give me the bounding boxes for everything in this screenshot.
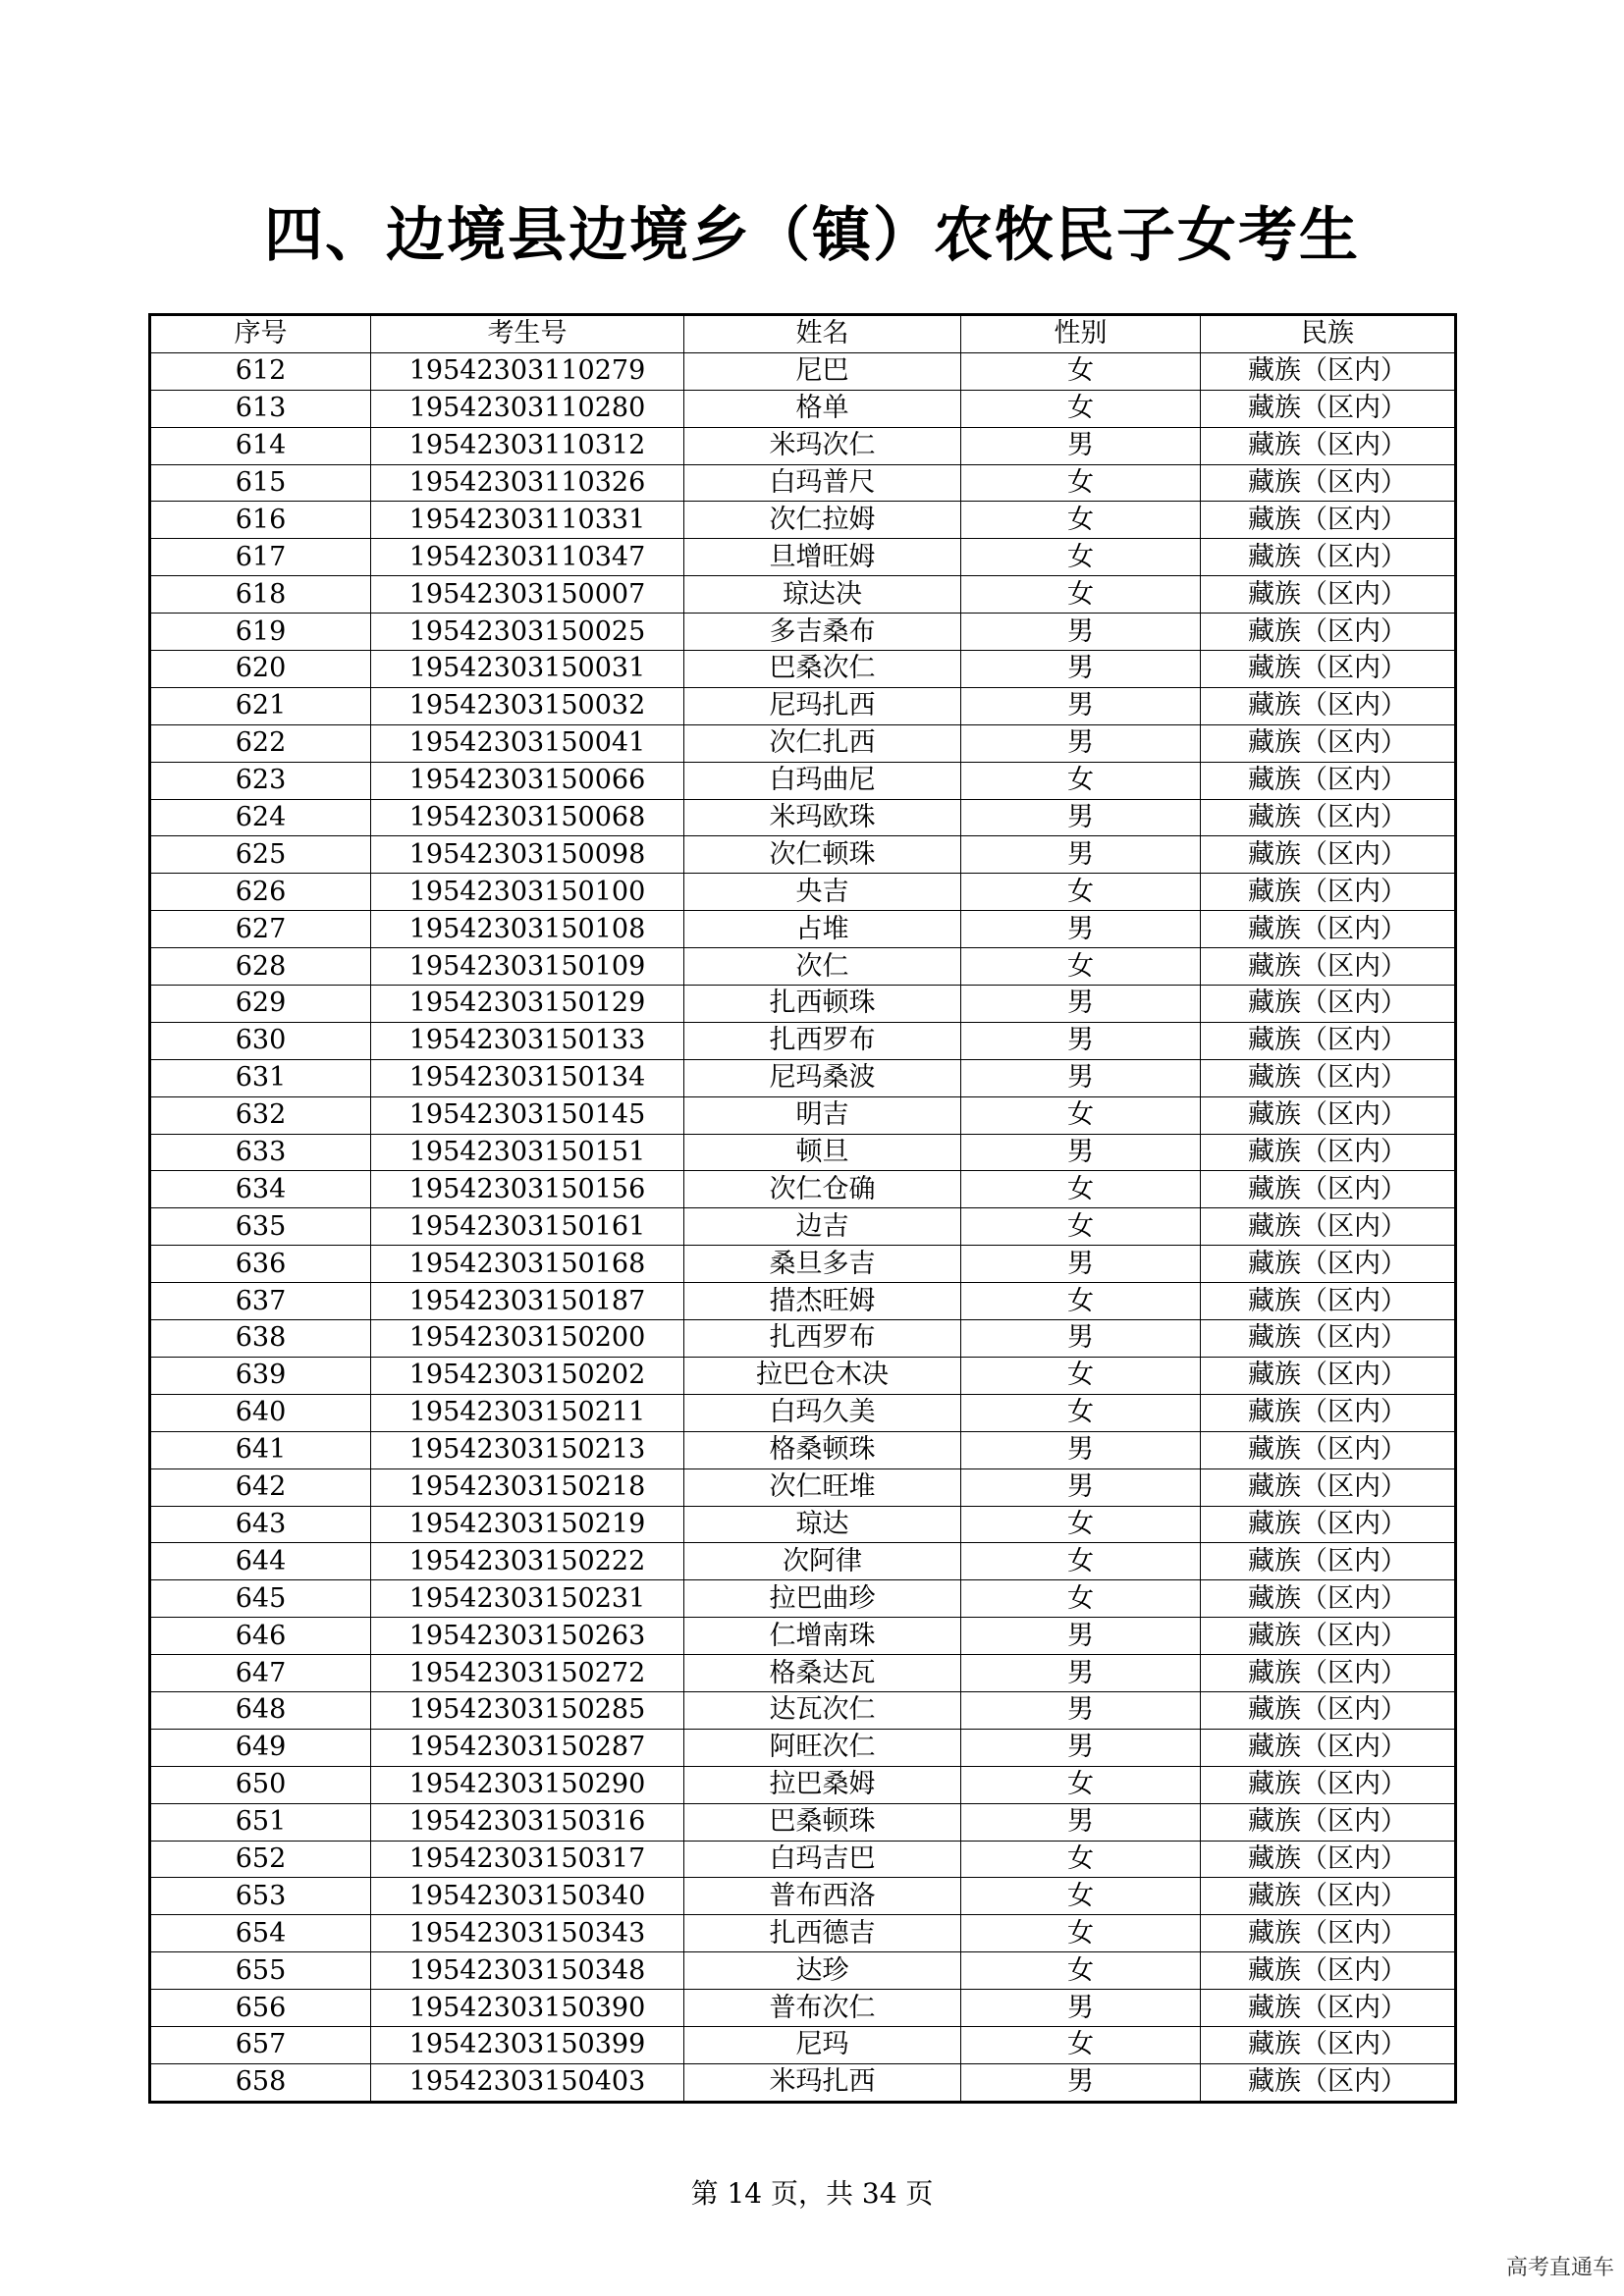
cell-gender: 男 [961,1618,1201,1655]
cell-seq: 630 [150,1022,371,1059]
cell-name: 扎西德吉 [684,1915,961,1952]
cell-ethnicity: 藏族（区内） [1201,799,1456,836]
cell-exam-id: 19542303150156 [371,1171,684,1208]
table-row [150,1543,1456,1580]
table-header [150,315,1456,353]
cell-ethnicity: 藏族（区内） [1201,390,1456,427]
cell-gender: 女 [961,1394,1201,1431]
cell-name: 明吉 [684,1096,961,1134]
cell-ethnicity: 藏族（区内） [1201,874,1456,911]
cell-gender: 男 [961,724,1201,762]
cell-exam-id: 19542303150403 [371,2063,684,2102]
cell-exam-id: 19542303150213 [371,1431,684,1468]
table-row [150,1618,1456,1655]
cell-ethnicity: 藏族（区内） [1201,948,1456,986]
table-row [150,2026,1456,2063]
table-row [150,651,1456,688]
header-name: 姓名 [684,315,961,353]
cell-name: 顿旦 [684,1134,961,1171]
table-row [150,687,1456,724]
table-row [150,1878,1456,1915]
cell-exam-id: 19542303150108 [371,911,684,948]
cell-ethnicity: 藏族（区内） [1201,1246,1456,1283]
cell-seq: 645 [150,1580,371,1618]
cell-name: 次仁 [684,948,961,986]
cell-name: 拉巴桑姆 [684,1766,961,1803]
cell-ethnicity: 藏族（区内） [1201,502,1456,539]
cell-seq: 614 [150,427,371,464]
cell-seq: 633 [150,1134,371,1171]
cell-seq: 629 [150,986,371,1023]
cell-gender: 男 [961,986,1201,1023]
cell-seq: 650 [150,1766,371,1803]
cell-name: 普布次仁 [684,1990,961,2027]
table-row [150,390,1456,427]
cell-name: 尼玛 [684,2026,961,2063]
header-ethnicity: 民族 [1201,315,1456,353]
cell-name: 旦增旺姆 [684,539,961,576]
cell-exam-id: 19542303150316 [371,1803,684,1841]
cell-seq: 636 [150,1246,371,1283]
cell-name: 米玛次仁 [684,427,961,464]
cell-gender: 男 [961,836,1201,874]
table-row [150,911,1456,948]
cell-gender: 女 [961,1543,1201,1580]
cell-gender: 女 [961,1915,1201,1952]
cell-name: 阿旺次仁 [684,1729,961,1766]
cell-exam-id: 19542303150219 [371,1506,684,1543]
cell-ethnicity: 藏族（区内） [1201,1022,1456,1059]
cell-gender: 女 [961,1208,1201,1246]
cell-seq: 616 [150,502,371,539]
table-row [150,502,1456,539]
cell-exam-id: 19542303150066 [371,762,684,799]
cell-seq: 646 [150,1618,371,1655]
cell-seq: 621 [150,687,371,724]
cell-ethnicity: 藏族（区内） [1201,836,1456,874]
cell-name: 次仁仓确 [684,1171,961,1208]
cell-name: 格桑顿珠 [684,1431,961,1468]
table-row [150,1803,1456,1841]
table-row [150,1246,1456,1283]
cell-name: 白玛普尺 [684,464,961,502]
cell-seq: 641 [150,1431,371,1468]
cell-exam-id: 19542303110280 [371,390,684,427]
cell-name: 次仁扎西 [684,724,961,762]
cell-ethnicity: 藏族（区内） [1201,1841,1456,1878]
cell-ethnicity: 藏族（区内） [1201,539,1456,576]
cell-ethnicity: 藏族（区内） [1201,427,1456,464]
cell-gender: 男 [961,1022,1201,1059]
cell-gender: 女 [961,1841,1201,1878]
cell-seq: 634 [150,1171,371,1208]
cell-seq: 643 [150,1506,371,1543]
cell-ethnicity: 藏族（区内） [1201,724,1456,762]
table-row [150,2063,1456,2102]
cell-seq: 612 [150,352,371,390]
cell-exam-id: 19542303110312 [371,427,684,464]
table-row [150,1022,1456,1059]
cell-gender: 男 [961,427,1201,464]
cell-gender: 男 [961,2063,1201,2102]
cell-seq: 644 [150,1543,371,1580]
cell-seq: 618 [150,576,371,614]
cell-exam-id: 19542303150272 [371,1655,684,1692]
cell-gender: 男 [961,799,1201,836]
cell-gender: 男 [961,1691,1201,1729]
table-row [150,576,1456,614]
table-row [150,1394,1456,1431]
cell-name: 措杰旺姆 [684,1283,961,1320]
cell-name: 白玛久美 [684,1394,961,1431]
cell-seq: 622 [150,724,371,762]
table-row [150,1990,1456,2027]
table-row [150,1134,1456,1171]
cell-exam-id: 19542303150187 [371,1283,684,1320]
cell-gender: 女 [961,1506,1201,1543]
table-row [150,1841,1456,1878]
cell-seq: 639 [150,1357,371,1394]
cell-name: 白玛曲尼 [684,762,961,799]
cell-ethnicity: 藏族（区内） [1201,2063,1456,2102]
header-exam-id: 考生号 [371,315,684,353]
cell-gender: 男 [961,1134,1201,1171]
cell-seq: 625 [150,836,371,874]
table-row [150,724,1456,762]
watermark-text: 高考直通车 [1505,2256,1614,2280]
cell-gender: 女 [961,1171,1201,1208]
cell-ethnicity: 藏族（区内） [1201,1691,1456,1729]
table-row [150,1506,1456,1543]
cell-name: 白玛吉巴 [684,1841,961,1878]
table-row [150,1171,1456,1208]
cell-exam-id: 19542303110326 [371,464,684,502]
table-row [150,352,1456,390]
cell-exam-id: 19542303150007 [371,576,684,614]
cell-gender: 女 [961,464,1201,502]
cell-name: 次仁旺堆 [684,1468,961,1506]
cell-ethnicity: 藏族（区内） [1201,1803,1456,1841]
table-row [150,799,1456,836]
table-row [150,986,1456,1023]
cell-ethnicity: 藏族（区内） [1201,1543,1456,1580]
table-row [150,1952,1456,1990]
cell-gender: 男 [961,1059,1201,1096]
cell-seq: 628 [150,948,371,986]
cell-name: 尼巴 [684,352,961,390]
cell-exam-id: 19542303150263 [371,1618,684,1655]
cell-gender: 男 [961,687,1201,724]
cell-seq: 617 [150,539,371,576]
cell-ethnicity: 藏族（区内） [1201,2026,1456,2063]
cell-gender: 女 [961,2026,1201,2063]
cell-gender: 女 [961,352,1201,390]
cell-ethnicity: 藏族（区内） [1201,1357,1456,1394]
table-row [150,1096,1456,1134]
cell-exam-id: 19542303150100 [371,874,684,911]
cell-seq: 649 [150,1729,371,1766]
cell-name: 央吉 [684,874,961,911]
cell-ethnicity: 藏族（区内） [1201,1171,1456,1208]
cell-gender: 女 [961,502,1201,539]
cell-ethnicity: 藏族（区内） [1201,1878,1456,1915]
cell-exam-id: 19542303150399 [371,2026,684,2063]
table-row [150,427,1456,464]
cell-ethnicity: 藏族（区内） [1201,651,1456,688]
cell-exam-id: 19542303150218 [371,1468,684,1506]
cell-name: 边吉 [684,1208,961,1246]
cell-seq: 627 [150,911,371,948]
cell-seq: 638 [150,1320,371,1358]
cell-seq: 642 [150,1468,371,1506]
cell-name: 达瓦次仁 [684,1691,961,1729]
cell-exam-id: 19542303110347 [371,539,684,576]
table-row [150,1915,1456,1952]
page-title: 四、边境县边境乡（镇）农牧民子女考生 [264,201,1360,270]
cell-seq: 654 [150,1915,371,1952]
cell-exam-id: 19542303150222 [371,1543,684,1580]
table-row [150,874,1456,911]
cell-exam-id: 19542303150025 [371,614,684,651]
header-row [150,315,1456,353]
table-row [150,1059,1456,1096]
cell-ethnicity: 藏族（区内） [1201,1990,1456,2027]
cell-name: 格桑达瓦 [684,1655,961,1692]
cell-gender: 男 [961,911,1201,948]
table-row [150,614,1456,651]
cell-gender: 女 [961,1766,1201,1803]
cell-name: 扎西罗布 [684,1320,961,1358]
cell-exam-id: 19542303150161 [371,1208,684,1246]
cell-ethnicity: 藏族（区内） [1201,1320,1456,1358]
cell-name: 次仁拉姆 [684,502,961,539]
cell-name: 拉巴曲珍 [684,1580,961,1618]
cell-ethnicity: 藏族（区内） [1201,986,1456,1023]
cell-ethnicity: 藏族（区内） [1201,1468,1456,1506]
table-row [150,1431,1456,1468]
cell-ethnicity: 藏族（区内） [1201,1134,1456,1171]
cell-gender: 女 [961,539,1201,576]
cell-seq: 655 [150,1952,371,1990]
cell-seq: 615 [150,464,371,502]
cell-gender: 女 [961,1580,1201,1618]
cell-seq: 631 [150,1059,371,1096]
cell-seq: 635 [150,1208,371,1246]
cell-seq: 658 [150,2063,371,2102]
cell-gender: 男 [961,1468,1201,1506]
cell-name: 尼玛扎西 [684,687,961,724]
cell-name: 尼玛桑波 [684,1059,961,1096]
cell-name: 巴桑顿珠 [684,1803,961,1841]
cell-name: 占堆 [684,911,961,948]
table-row [150,464,1456,502]
cell-ethnicity: 藏族（区内） [1201,1580,1456,1618]
cell-exam-id: 19542303110279 [371,352,684,390]
cell-gender: 女 [961,874,1201,911]
cell-ethnicity: 藏族（区内） [1201,1059,1456,1096]
table-row [150,1580,1456,1618]
cell-seq: 640 [150,1394,371,1431]
cell-name: 琼达 [684,1506,961,1543]
cell-ethnicity: 藏族（区内） [1201,1506,1456,1543]
cell-exam-id: 19542303150317 [371,1841,684,1878]
cell-gender: 女 [961,762,1201,799]
table-row [150,1691,1456,1729]
cell-exam-id: 19542303150109 [371,948,684,986]
cell-exam-id: 19542303150129 [371,986,684,1023]
table-row [150,1468,1456,1506]
table-row [150,1208,1456,1246]
cell-name: 格单 [684,390,961,427]
cell-ethnicity: 藏族（区内） [1201,1766,1456,1803]
cell-exam-id: 19542303150168 [371,1246,684,1283]
cell-ethnicity: 藏族（区内） [1201,1729,1456,1766]
cell-ethnicity: 藏族（区内） [1201,1096,1456,1134]
cell-ethnicity: 藏族（区内） [1201,687,1456,724]
header-gender: 性别 [961,315,1201,353]
candidate-table [148,313,1457,2104]
cell-name: 达珍 [684,1952,961,1990]
table-row [150,1357,1456,1394]
cell-seq: 632 [150,1096,371,1134]
cell-exam-id: 19542303150032 [371,687,684,724]
cell-ethnicity: 藏族（区内） [1201,464,1456,502]
cell-exam-id: 19542303110331 [371,502,684,539]
table-body [150,352,1456,2102]
table-row [150,1729,1456,1766]
cell-exam-id: 19542303150348 [371,1952,684,1990]
cell-exam-id: 19542303150133 [371,1022,684,1059]
cell-exam-id: 19542303150340 [371,1878,684,1915]
cell-gender: 女 [961,576,1201,614]
cell-ethnicity: 藏族（区内） [1201,1431,1456,1468]
cell-seq: 653 [150,1878,371,1915]
cell-name: 次仁顿珠 [684,836,961,874]
cell-gender: 女 [961,390,1201,427]
cell-ethnicity: 藏族（区内） [1201,911,1456,948]
cell-name: 多吉桑布 [684,614,961,651]
cell-gender: 女 [961,1878,1201,1915]
cell-ethnicity: 藏族（区内） [1201,1655,1456,1692]
table-row [150,539,1456,576]
table-row [150,762,1456,799]
cell-ethnicity: 藏族（区内） [1201,352,1456,390]
cell-exam-id: 19542303150343 [371,1915,684,1952]
cell-gender: 女 [961,1952,1201,1990]
cell-gender: 女 [961,1357,1201,1394]
cell-exam-id: 19542303150068 [371,799,684,836]
table-row [150,1766,1456,1803]
cell-gender: 男 [961,651,1201,688]
cell-exam-id: 19542303150031 [371,651,684,688]
cell-gender: 男 [961,1320,1201,1358]
cell-ethnicity: 藏族（区内） [1201,1283,1456,1320]
cell-name: 扎西罗布 [684,1022,961,1059]
cell-name: 仁增南珠 [684,1618,961,1655]
cell-name: 巴桑次仁 [684,651,961,688]
cell-ethnicity: 藏族（区内） [1201,1394,1456,1431]
cell-ethnicity: 藏族（区内） [1201,1618,1456,1655]
cell-ethnicity: 藏族（区内） [1201,1208,1456,1246]
cell-gender: 女 [961,1096,1201,1134]
cell-exam-id: 19542303150287 [371,1729,684,1766]
cell-name: 普布西洛 [684,1878,961,1915]
cell-ethnicity: 藏族（区内） [1201,762,1456,799]
cell-gender: 男 [961,1729,1201,1766]
cell-ethnicity: 藏族（区内） [1201,576,1456,614]
cell-exam-id: 19542303150285 [371,1691,684,1729]
cell-exam-id: 19542303150098 [371,836,684,874]
cell-name: 次阿律 [684,1543,961,1580]
cell-ethnicity: 藏族（区内） [1201,1915,1456,1952]
cell-seq: 613 [150,390,371,427]
cell-seq: 656 [150,1990,371,2027]
cell-seq: 648 [150,1691,371,1729]
cell-exam-id: 19542303150211 [371,1394,684,1431]
header-seq: 序号 [150,315,371,353]
cell-gender: 男 [961,1655,1201,1692]
table-row [150,1320,1456,1358]
cell-seq: 623 [150,762,371,799]
cell-seq: 624 [150,799,371,836]
cell-ethnicity: 藏族（区内） [1201,614,1456,651]
cell-gender: 女 [961,1283,1201,1320]
cell-seq: 620 [150,651,371,688]
cell-name: 桑旦多吉 [684,1246,961,1283]
cell-exam-id: 19542303150041 [371,724,684,762]
table-row [150,836,1456,874]
cell-seq: 647 [150,1655,371,1692]
cell-name: 琼达决 [684,576,961,614]
cell-exam-id: 19542303150145 [371,1096,684,1134]
cell-exam-id: 19542303150390 [371,1990,684,2027]
cell-exam-id: 19542303150151 [371,1134,684,1171]
table-row [150,1283,1456,1320]
cell-exam-id: 19542303150200 [371,1320,684,1358]
cell-seq: 652 [150,1841,371,1878]
cell-seq: 637 [150,1283,371,1320]
cell-seq: 651 [150,1803,371,1841]
cell-seq: 626 [150,874,371,911]
page-number: 第 14 页，共 34 页 [690,2177,934,2210]
cell-gender: 男 [961,1803,1201,1841]
cell-name: 拉巴仓木决 [684,1357,961,1394]
cell-ethnicity: 藏族（区内） [1201,1952,1456,1990]
cell-name: 扎西顿珠 [684,986,961,1023]
cell-name: 米玛扎西 [684,2063,961,2102]
cell-name: 米玛欧珠 [684,799,961,836]
cell-seq: 657 [150,2026,371,2063]
cell-gender: 男 [961,1431,1201,1468]
cell-exam-id: 19542303150231 [371,1580,684,1618]
table-row [150,948,1456,986]
cell-exam-id: 19542303150290 [371,1766,684,1803]
cell-gender: 男 [961,1990,1201,2027]
cell-seq: 619 [150,614,371,651]
cell-exam-id: 19542303150134 [371,1059,684,1096]
cell-gender: 男 [961,1246,1201,1283]
table-row [150,1655,1456,1692]
cell-gender: 男 [961,614,1201,651]
cell-gender: 女 [961,948,1201,986]
cell-exam-id: 19542303150202 [371,1357,684,1394]
